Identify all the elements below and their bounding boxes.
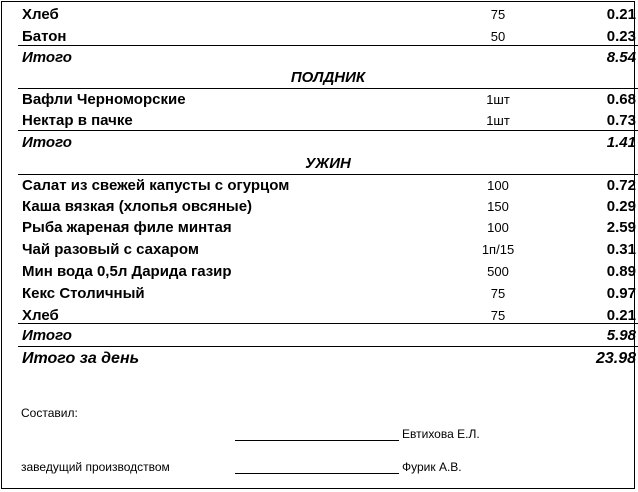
document-page [1, 1, 635, 489]
table-row [18, 304, 638, 325]
total-label: Итого [22, 327, 72, 344]
item-price: 0.21 [606, 307, 636, 324]
item-name: Рыба жареная филе минтая [22, 219, 232, 236]
item-price: 0.29 [606, 198, 636, 215]
table-row [18, 109, 638, 130]
item-price: 0.23 [606, 28, 636, 45]
item-price: 0.31 [606, 241, 636, 258]
item-qty: 100 [487, 220, 509, 235]
item-name: Чай разовый с сахаром [22, 241, 199, 258]
table-row [18, 282, 638, 303]
item-name: Нектар в пачке [22, 112, 133, 129]
table-row [18, 195, 638, 216]
item-qty: 1шт [486, 113, 510, 128]
item-name: Кекс Столичный [22, 285, 145, 302]
item-name: Мин вода 0,5л Дарида газир [22, 263, 232, 280]
total-row [18, 130, 638, 151]
item-name: Каша вязкая (хлопья овсяные) [22, 198, 253, 215]
section-heading-dinner [18, 152, 638, 173]
item-qty: 500 [487, 264, 509, 279]
item-name: Хлеб [22, 307, 59, 324]
signature-line [235, 440, 399, 441]
total-price: 8.54 [606, 49, 636, 66]
item-qty: 75 [490, 286, 506, 301]
item-qty: 100 [487, 178, 509, 193]
section-title: ПОЛДНИК [290, 69, 366, 86]
item-qty: 1п/15 [481, 242, 515, 257]
compiled-by-name: Евтихова Е.Л. [402, 427, 480, 441]
item-qty: 75 [490, 308, 506, 323]
total-price: 5.98 [606, 327, 636, 344]
table-row [18, 25, 638, 46]
item-name: Хлеб [22, 6, 59, 23]
total-row [18, 323, 638, 344]
item-price: 0.73 [606, 112, 636, 129]
table-row [18, 88, 638, 109]
manager-label: заведущий производством [21, 460, 170, 474]
item-qty: 150 [487, 199, 509, 214]
manager-name: Фурик А.В. [402, 460, 462, 474]
table-row [18, 3, 638, 24]
section-heading-snack [18, 66, 638, 87]
table-row [18, 174, 638, 195]
day-total-label: Итого за день [22, 350, 140, 367]
signature-line [235, 473, 399, 474]
table-row [18, 238, 638, 259]
day-total-price: 23.98 [595, 350, 636, 367]
compiled-by-label: Составил: [21, 406, 78, 420]
item-name: Салат из свежей капусты с огурцом [22, 177, 290, 194]
item-qty: 50 [490, 29, 506, 44]
item-price: 2.59 [606, 219, 636, 236]
item-qty: 75 [490, 7, 506, 22]
total-label: Итого [22, 134, 72, 151]
item-qty: 1шт [486, 92, 510, 107]
item-price: 0.21 [606, 6, 636, 23]
table-row [18, 216, 638, 237]
total-price: 1.41 [606, 134, 636, 151]
item-price: 0.97 [606, 285, 636, 302]
section-title: УЖИН [305, 155, 351, 172]
item-price: 0.72 [606, 177, 636, 194]
table-row [18, 260, 638, 281]
item-price: 0.68 [606, 91, 636, 108]
item-price: 0.89 [606, 263, 636, 280]
total-label: Итого [22, 49, 72, 66]
total-row [18, 45, 638, 66]
item-name: Батон [22, 28, 67, 45]
day-total-row [18, 346, 638, 367]
item-name: Вафли Черноморские [22, 91, 186, 108]
